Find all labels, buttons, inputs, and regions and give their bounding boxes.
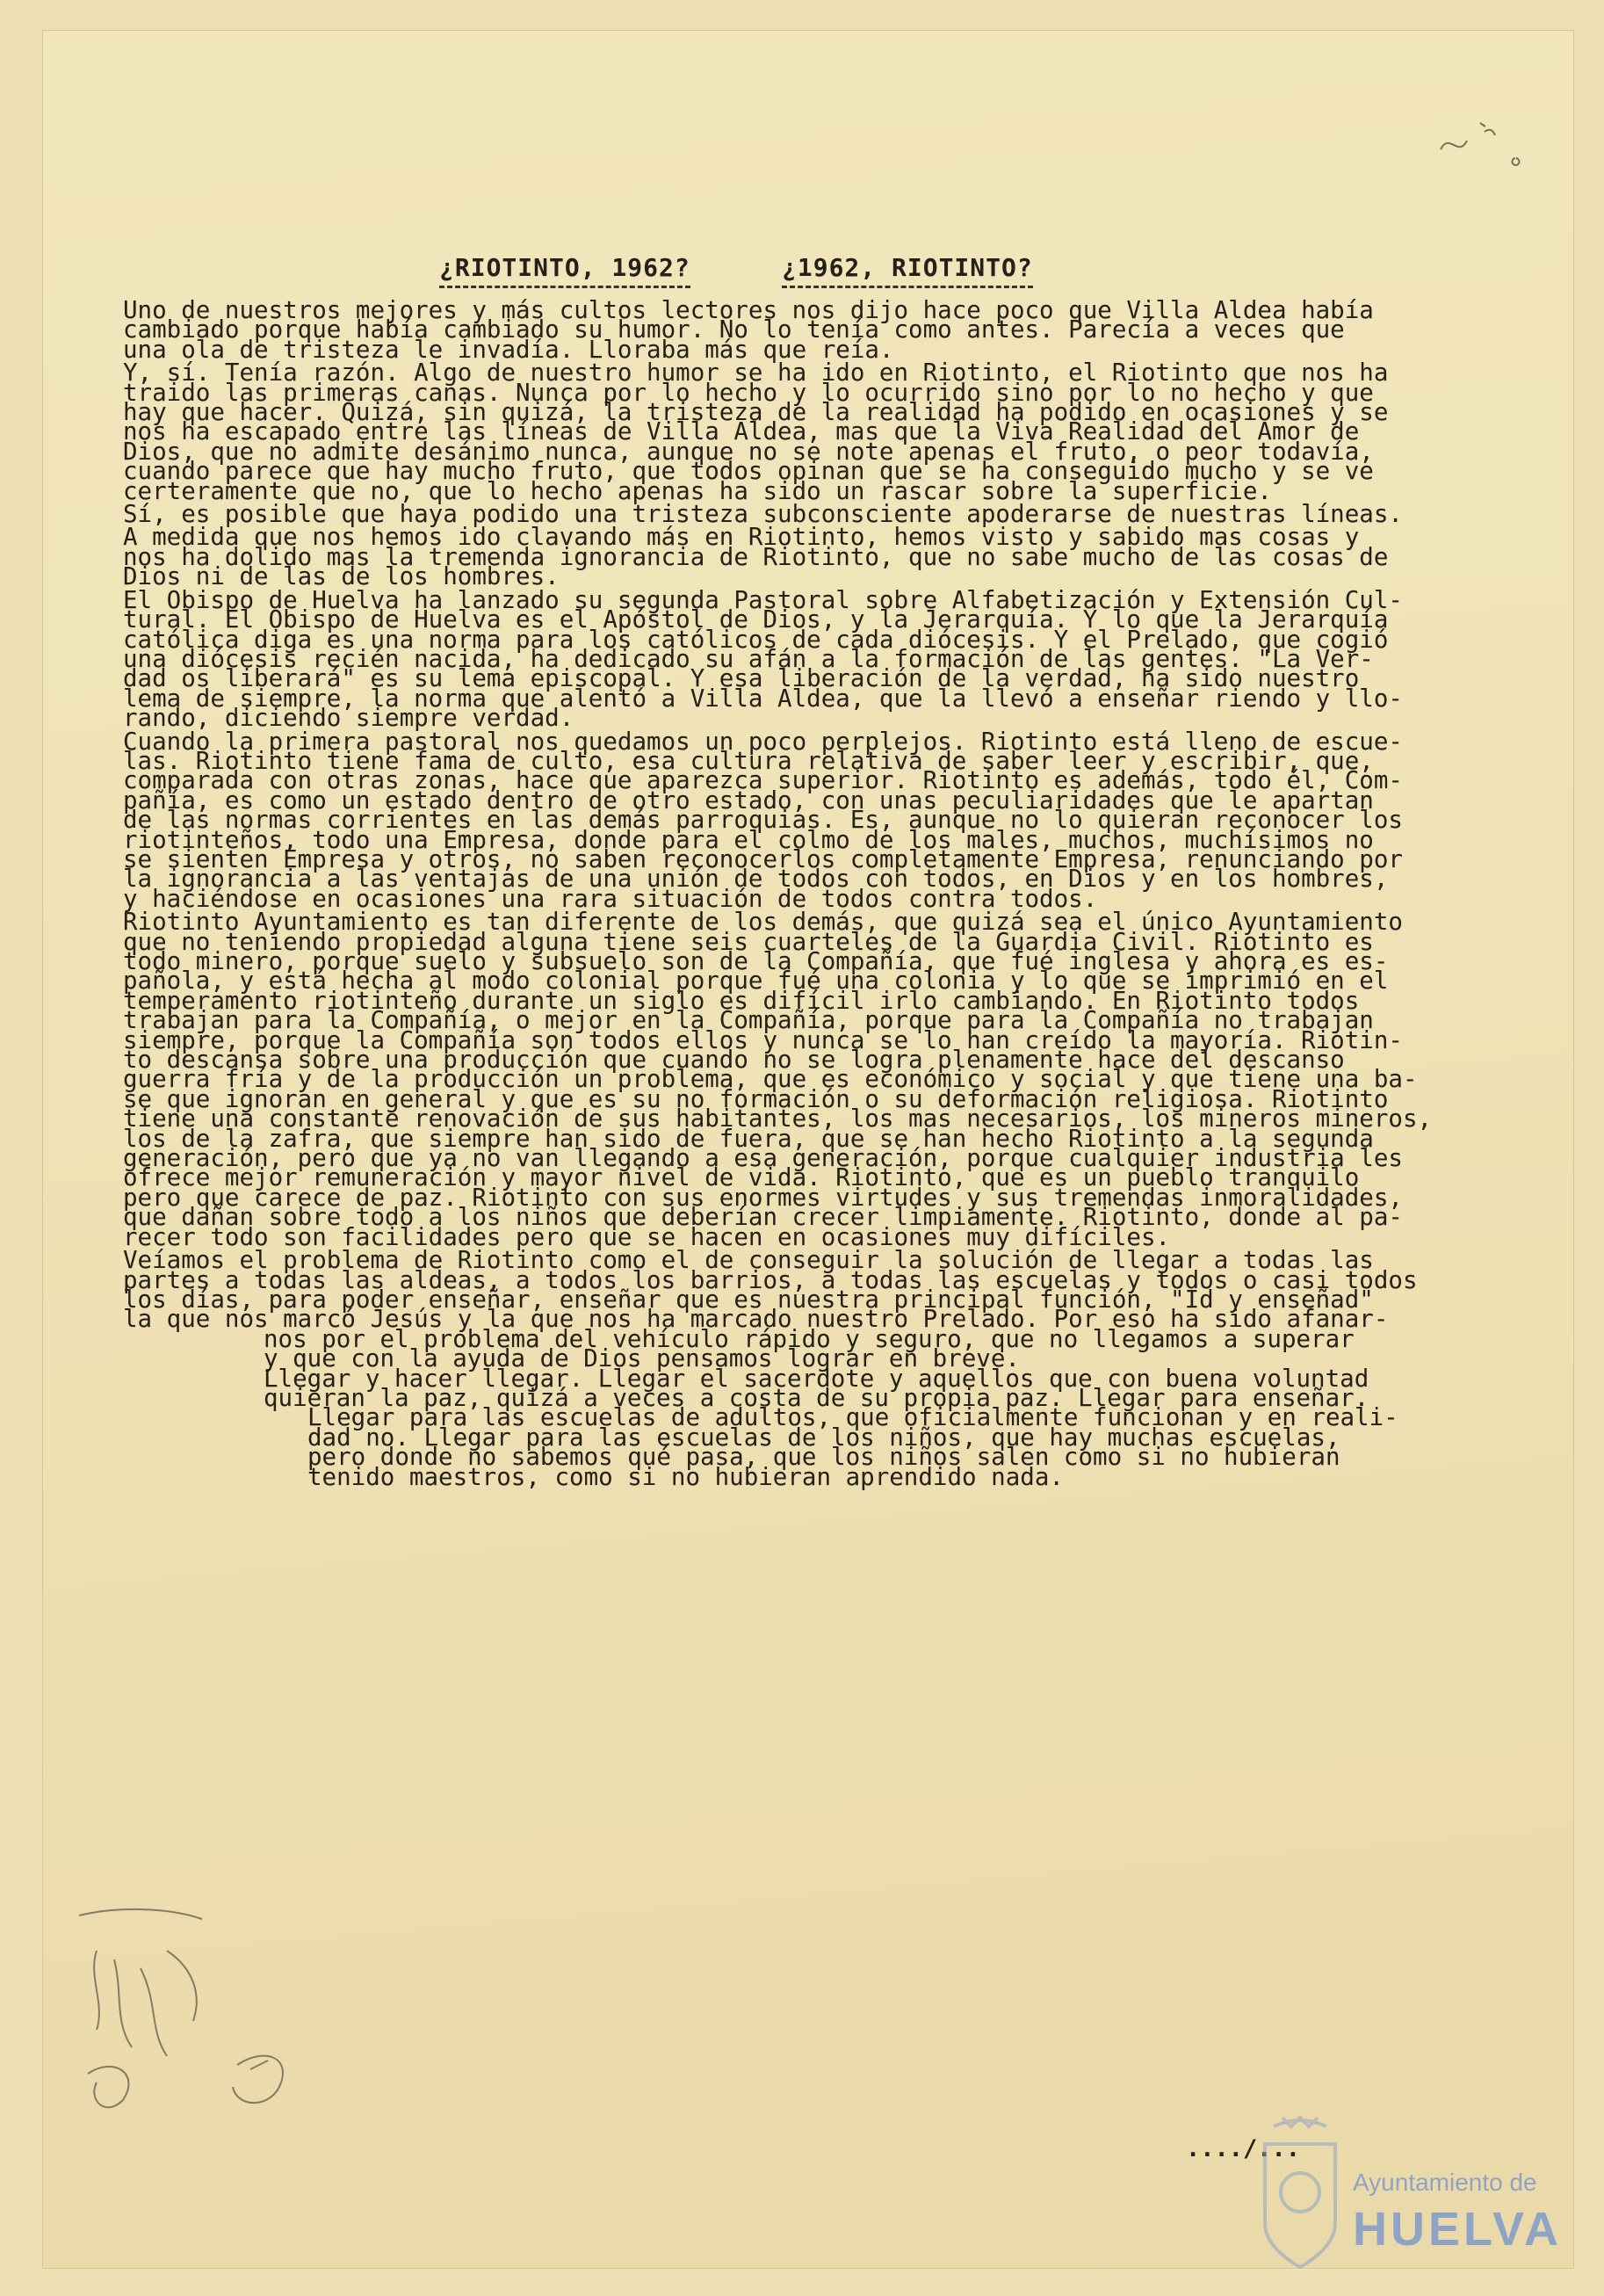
text-line: temperamento riotinteño durante un siglo es difícil irlo cambiando. En Riotinto todos	[123, 986, 1360, 1015]
paragraph-5	[123, 585, 1405, 733]
text-line: pañola, y está hecha al modo colonial porque fué una colonia y lo que se imprimió en el	[123, 967, 1389, 996]
text-line: cuando parece que hay mucho fruto, que todos opinan que se ha conseguido mucho y se ve	[123, 457, 1374, 486]
text-line: Uno de nuestros mejores y más cultos lectores nos dijo hace poco que Villa Aldea había	[123, 296, 1374, 324]
paragraph-2	[123, 359, 1405, 505]
title-right	[782, 253, 1033, 288]
text-line: pañía, es como un estado dentro de otro estado, con unas peculiaridades que le apartan	[123, 786, 1374, 815]
text-line: Sí, es posible que haya podido una tristeza subconsciente apoderarse de nuestras líneas.	[123, 500, 1403, 529]
title-left-underline	[439, 286, 690, 288]
text-line: se sienten Empresa y otros, no saben reconocerlos completamente Empresa, renunciando por	[123, 844, 1403, 873]
paragraph-6	[123, 727, 1405, 913]
text-line: la ignorancia a las ventajas de una unión de todos con todos, en Dios y en los hombres,	[123, 865, 1389, 894]
text-line: tural. El Obispo de Huelva es el Apóstol de Dios, y la Jerarquía. Y lo que la Jerarquía	[123, 605, 1389, 634]
text-line: to descansa sobre una producción que cuando no se logra plenamente hace del descanso	[123, 1046, 1345, 1075]
text-line: hay que hacer. Quizá, sin quizá, la tristeza de la realidad ha podido en ocasiones y se	[123, 398, 1389, 427]
text-line: nos ha escapado entre las líneas de Villa Aldea, mas que la Viva Realidad del Amor de	[123, 417, 1360, 446]
paragraph-3	[123, 500, 1405, 529]
continuation-mark: ..../...	[1186, 2135, 1301, 2162]
text-line: que no teniendo propiedad alguna tiene seis cuarteles de la Guardia Civil. Riotinto es	[123, 927, 1374, 956]
body-text	[123, 296, 1433, 1491]
text-line: siempre, porque la Compañía son todos ellos y nunca se lo han creído la mayoría. Riotin-	[123, 1025, 1403, 1054]
paragraph-1	[123, 296, 1405, 364]
text-line: dad os liberará" es su lema episcopal. Y esa liberación de la verdad, ha sido nuestro	[123, 664, 1360, 693]
pencil-doodle-icon	[61, 1898, 307, 2126]
text-line: traido las primeras canas. Nunca por lo hecho y lo ocurrido sino por lo no hecho y que	[123, 378, 1374, 407]
text-line: Veíamos el problema de Riotinto como el de conseguir la solución de llegar a todas las	[123, 1246, 1374, 1275]
title-left	[439, 253, 690, 288]
watermark-name: Ayuntamiento de	[1353, 2169, 1537, 2196]
text-line: Y, sí. Tenía razón. Algo de nuestro humor se ha ido en Riotinto, el Riotinto que nos ha	[123, 359, 1389, 387]
text-line: tenido maestros, como si no hubieran aprendido nada.	[307, 1462, 1064, 1491]
ink-mark-top-right	[1432, 105, 1537, 176]
text-line: quieran la paz, quizá a veces a costa de su propia paz. Llegar para enseñar.	[264, 1383, 1369, 1412]
text-line: nos ha dolido mas la tremenda ignorancia de Riotinto, que no sabe mucho de las cosas de	[123, 542, 1389, 571]
text-line: tiene una constante renovación de sus habitantes, los mas necesarios, los mineros mineros,	[123, 1105, 1433, 1134]
text-line: Dios, que no admite desánimo nunca, aunque no se note apenas el fruto, o peor todavía,	[123, 437, 1374, 466]
text-line: trabajan para la Compañía, o mejor en la Compañía, porque para la Compañía no trabajan	[123, 1006, 1374, 1035]
text-line: Dios ni de las de los hombres.	[123, 562, 560, 591]
city-seal-watermark-icon	[1247, 2109, 1564, 2285]
paragraph-4	[123, 523, 1405, 591]
text-line: riotinteños, todo una Empresa, donde para el colmo de los males, muchos, muchísimos no	[123, 825, 1374, 854]
text-line: lema de siempre, la norma que alentó a Villa Aldea, que la llevó a enseñar riendo y llo-	[123, 684, 1403, 713]
text-line: Llegar y hacer llegar. Llegar el sacerdote y aquellos que con buena voluntad	[264, 1364, 1369, 1393]
title-right-underline	[782, 286, 1033, 288]
text-line: Cuando la primera pastoral nos quedamos un poco perplejos. Riotinto está lleno de escue-	[123, 727, 1403, 756]
text-line: Riotinto Ayuntamiento es tan diferente de los demás, que quizá sea el único Ayuntamiento	[123, 908, 1403, 937]
text-line: guerra fría y de la producción un problema, que es económico y social y que tiene una ba-	[123, 1065, 1418, 1094]
text-line: generación, pero que ya no van llegando a esa generación, porque cualquier industria les	[123, 1144, 1403, 1173]
text-line: partes a todas las aldeas, a todos los barrios, a todas las escuelas y todos o casi todos	[123, 1265, 1418, 1294]
text-line: dad no. Llegar para las escuelas de los niños, que hay muchas escuelas,	[307, 1423, 1340, 1452]
text-line: y haciéndose en ocasiones una rara situación de todos contra todos.	[123, 884, 1098, 913]
text-line: la que nos marcó Jesús y la que nos ha marcado nuestro Prelado. Por eso ha sido afanar-	[123, 1305, 1389, 1334]
text-line: que dañan sobre todo a los niños que deberían crecer limpiamente. Riotinto, donde al pa-	[123, 1203, 1403, 1232]
text-line: se que ignoran en general y que es su no formación o su deformación religiosa. Riotinto	[123, 1084, 1389, 1113]
text-line: una ola de tristeza le invadía. Lloraba más que reía.	[123, 335, 894, 364]
text-line: una diócesis recién nacida, ha dedicado su afán a la formación de las gentes. "La Ver-	[123, 644, 1374, 673]
text-line: recer todo son facilidades pero que se hacen en ocasiones muy difíciles.	[123, 1222, 1171, 1251]
text-line: ofrece mejor remuneración y mayor nivel de vida. Riotinto, que es un pueblo tranquilo	[123, 1163, 1360, 1192]
text-line: todo minero, porque suelo y subsuelo son de la Compañía, que fué inglesa y ahora es es-	[123, 947, 1389, 975]
text-line: y que con la ayuda de Dios pensamos lograr en breve.	[264, 1344, 1020, 1373]
text-line: pero donde no sabemos qué pasa, que los niños salen como si no hubieran	[307, 1443, 1340, 1472]
text-line: católica diga es una norma para los católicos de cada diócesis. Y el Prelado, que cogió	[123, 625, 1389, 654]
text-line: certeramente que no, que lo hecho apenas ha sido un rascar sobre la superficie.	[123, 476, 1272, 505]
title-left-text: ¿RIOTINTO, 1962?	[439, 253, 690, 282]
text-line: comparada con otras zonas, hace que aparezca superior. Riotinto es además, todo él, Com-	[123, 766, 1403, 795]
text-line: nos por el problema del vehículo rápido y seguro, que no llegamos a superar	[264, 1324, 1355, 1353]
title-right-text: ¿1962, RIOTINTO?	[782, 253, 1033, 282]
text-line: los de la zafra, que siempre han sido de fuera, que se han hecho Riotinto a la segunda	[123, 1124, 1374, 1153]
text-line: A medida que nos hemos ido clavando más en Riotinto, hemos visto y sabido mas cosas y	[123, 523, 1360, 552]
watermark-city: HUELVA	[1353, 2203, 1562, 2256]
text-line: Llegar para las escuelas de adultos, que oficialmente funcionan y en reali-	[307, 1403, 1398, 1432]
closing-paragraph	[123, 1246, 1418, 1491]
text-line: cambiado porque había cambiado su humor. No lo tenía como antes. Parecía a veces que	[123, 315, 1345, 344]
text-line: rando, diciendo siempre verdad.	[123, 704, 574, 733]
text-line: pero que carece de paz. Riotinto con sus enormes virtudes y sus tremendas inmoralidades,	[123, 1183, 1403, 1212]
text-line: El Obispo de Huelva ha lanzado su segunda Pastoral sobre Alfabetización y Extensión Cul-	[123, 585, 1403, 614]
text-line: de las normas corrientes en las demás parroquias. Es, aunque no lo quieran reconocer los	[123, 806, 1403, 835]
paragraph-7	[123, 908, 1433, 1251]
text-line: las. Riotinto tiene fama de culto, esa cultura relativa de saber leer y escribir, que,	[123, 746, 1374, 775]
text-line: los días, para poder enseñar, enseñar que es nuestra principal función, "Id y enseñad"	[123, 1285, 1374, 1314]
